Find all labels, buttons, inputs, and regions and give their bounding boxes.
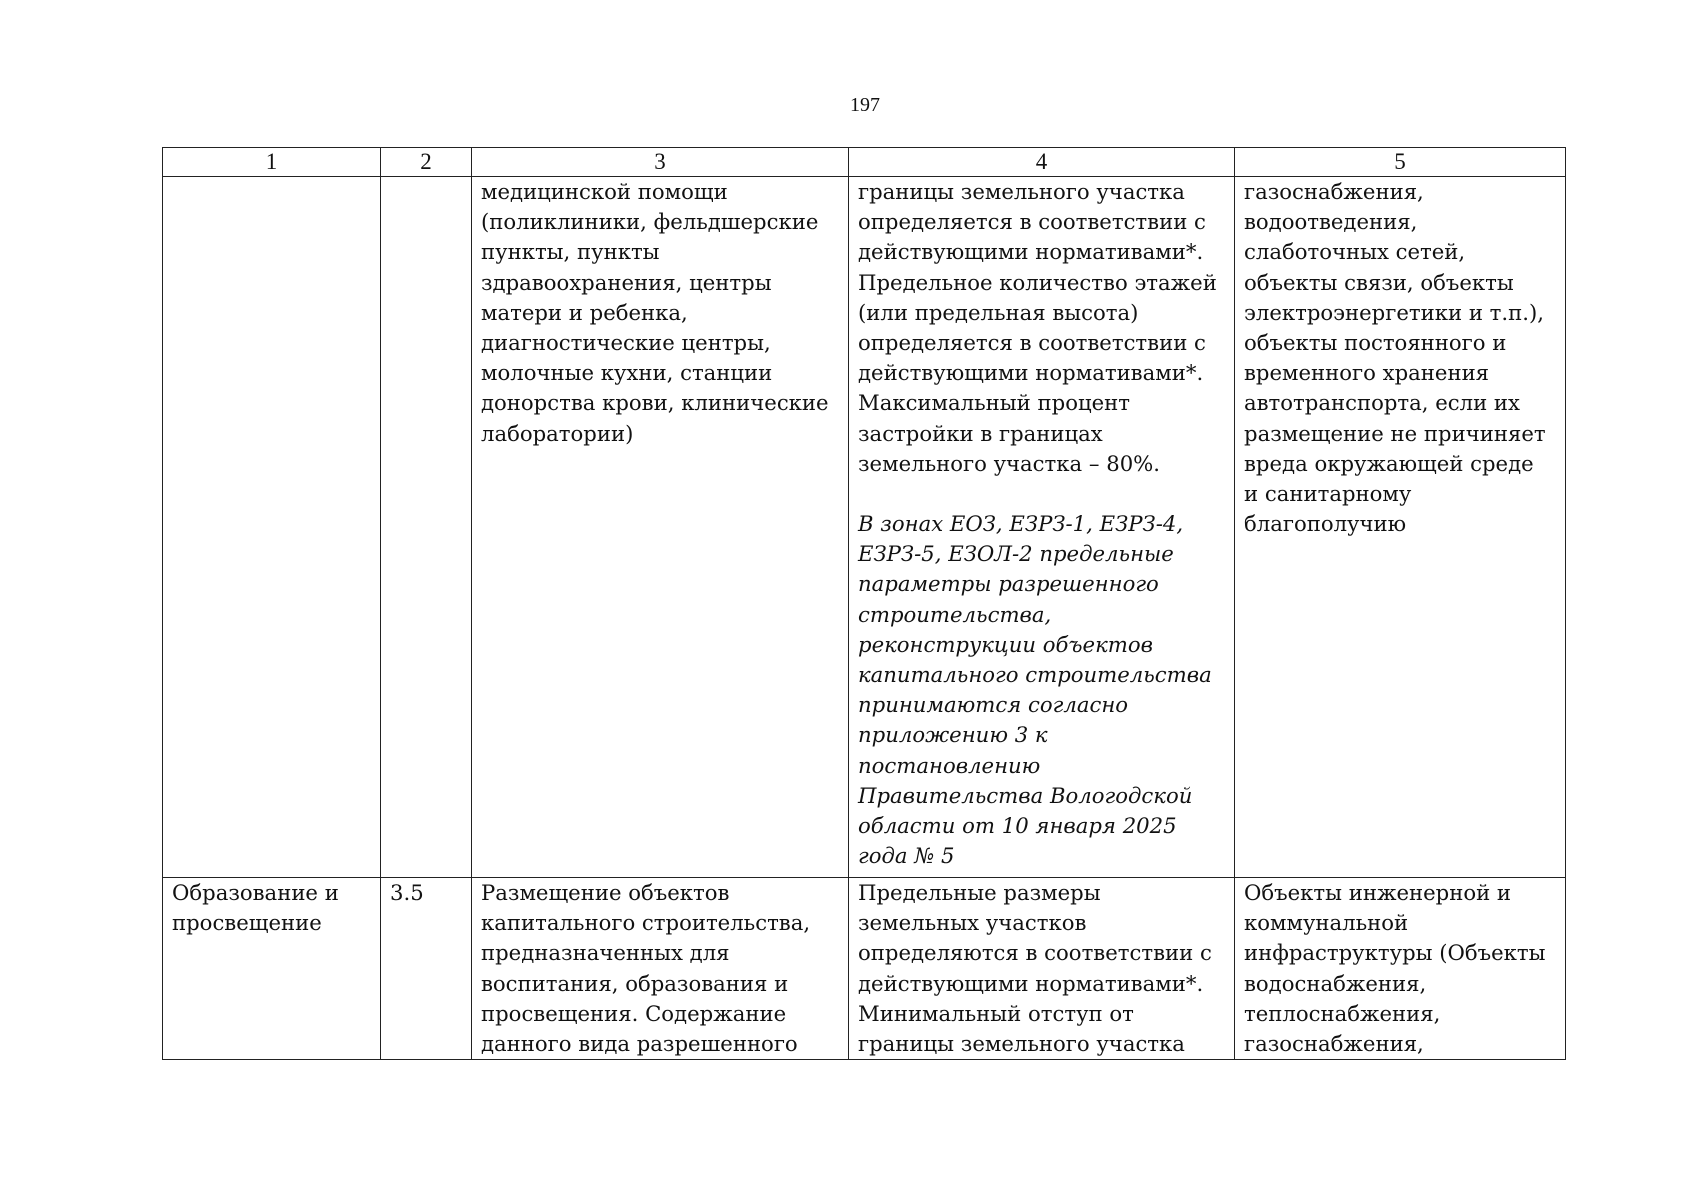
row1-col1-cell xyxy=(163,177,381,878)
row2-col2-cell xyxy=(381,878,472,1060)
row1-col4-text: границы земельного участка определяется в соответствии с действующими нормативами*. Предельное количество этажей (или предельная высота) определяется в соответствии с действующими нормативами*. Максимальный процент застройки в границах земельного участка – 80%. xyxy=(858,179,1217,476)
header-cell-4: 4 xyxy=(849,148,1235,177)
table-row xyxy=(163,177,1566,878)
row1-col4-italic-note: В зонах ЕОЗ, ЕЗРЗ-1, ЕЗРЗ-4, ЕЗРЗ-5, ЕЗОЛ-2 предельные параметры разрешенного строительства, реконструкции объектов капитального строительства принимаются согласно приложению 3 к постановлению Правительства Вологодской области от 10 января 2025 года № 5 xyxy=(858,511,1212,869)
row2-col3-text: Размещение объектов капитального строительства, предназначенных для воспитания, образования и просвещения. Содержание данного вида разрешенного xyxy=(481,880,811,1057)
row1-col3-text: медицинской помощи (поликлиники, фельдшерские пункты, пункты здравоохранения, центры матери и ребенка, диагностические центры, молочные кухни, станции донорства крови, клинические лаборатории) xyxy=(481,179,829,446)
table-row xyxy=(163,878,1566,1060)
header-cell-3: 3 xyxy=(472,148,849,177)
regulations-table xyxy=(162,147,1566,1060)
row1-col2-cell xyxy=(381,177,472,878)
row1-col5-text: газоснабжения, водоотведения, слаботочных сетей, объекты связи, объекты электроэнергетики и т.п.), объекты постоянного и временного хранения автотранспорта, если их размещение не причиняет вреда окружающей среде и санитарному благополучию xyxy=(1244,179,1546,537)
row2-col3-cell xyxy=(472,878,849,1060)
row2-col4-text: Предельные размеры земельных участков определяются в соответствии с действующими нормативами*. Минимальный отступ от границы земельного участка xyxy=(858,880,1212,1057)
row1-col3-cell xyxy=(472,177,849,878)
row2-col2-text: 3.5 xyxy=(390,880,424,905)
row1-col4-cell xyxy=(849,177,1235,878)
row1-col5-cell xyxy=(1235,177,1566,878)
row2-col5-text: Объекты инженерной и коммунальной инфраструктуры (Объекты водоснабжения, теплоснабжения, газоснабжения, xyxy=(1244,880,1546,1057)
row2-col4-cell xyxy=(849,878,1235,1060)
header-cell-5: 5 xyxy=(1235,148,1566,177)
header-cell-2: 2 xyxy=(381,148,472,177)
table-header-row xyxy=(163,148,1566,177)
row2-col1-text: Образование и просвещение xyxy=(172,880,339,936)
row2-col5-cell xyxy=(1235,878,1566,1060)
row2-col1-cell xyxy=(163,878,381,1060)
header-cell-1: 1 xyxy=(163,148,381,177)
page-number: 197 xyxy=(850,94,880,116)
